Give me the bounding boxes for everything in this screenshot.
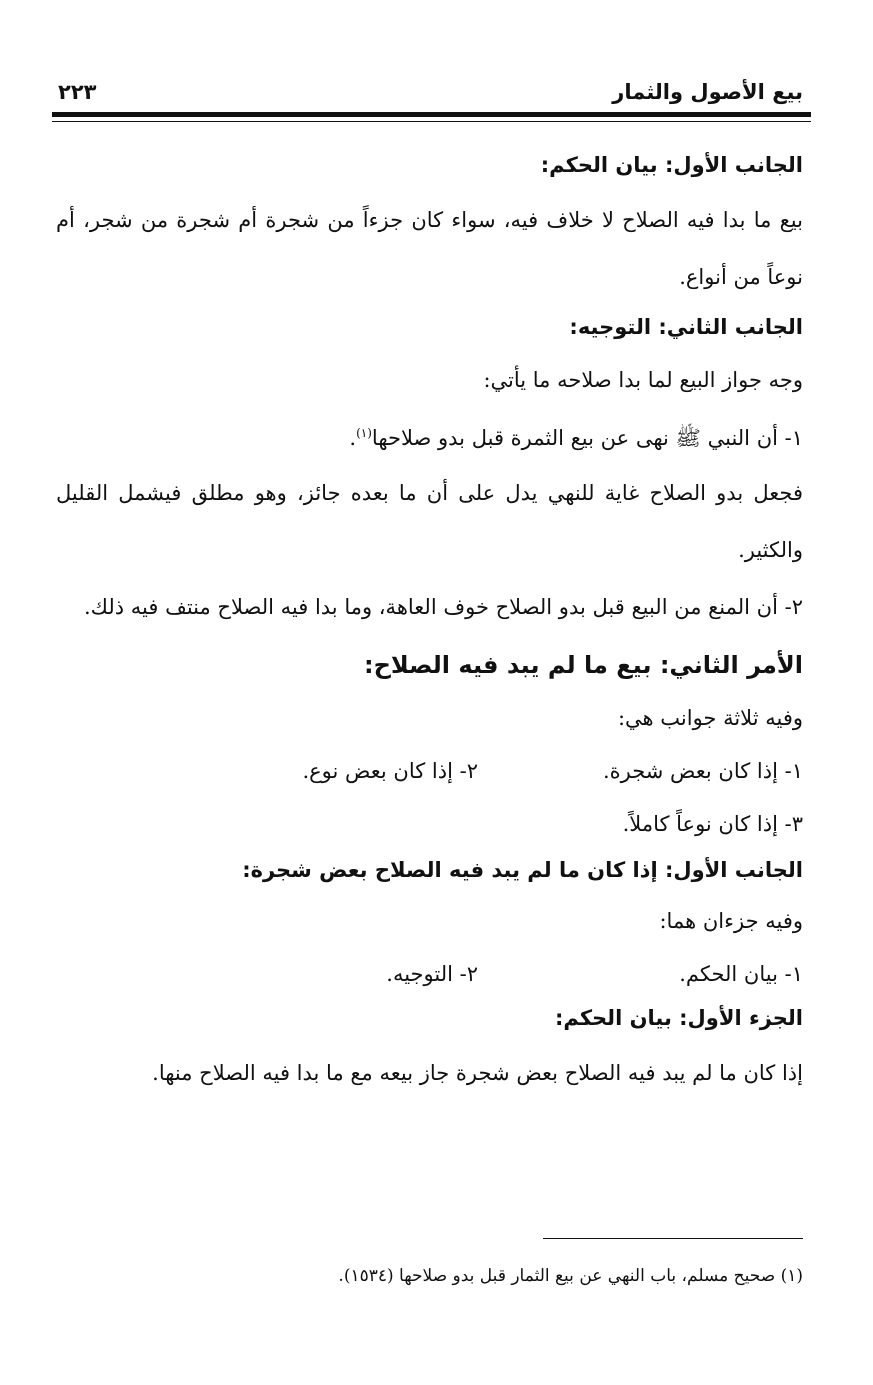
section-heading-ruling: الجانب الأول: بيان الحكم:	[540, 153, 803, 177]
aspects-list-row	[56, 745, 803, 798]
parts-list-row	[56, 948, 803, 1001]
first-reason-text: ١- أن النبي ﷺ نهى عن بيع الثمرة قبل بدو صلاحها	[371, 426, 803, 450]
paragraph-ruling: بيع ما بدا فيه الصلاح لا خلاف فيه، سواء كان جزءاً من شجرة أم شجرة من شجر، أم نوعاً من أنواع.	[56, 208, 803, 289]
part-item-1: ١- بيان الحكم.	[679, 962, 803, 986]
section-heading-part-of-tree: الجانب الأول: إذا كان ما لم يبد فيه الصلاح بعض شجرة:	[242, 858, 803, 882]
part-item-2: ٢- التوجيه.	[386, 962, 478, 986]
main-text	[56, 148, 803, 1100]
aspect-item-2: ٢- إذا كان بعض نوع.	[302, 759, 478, 783]
paragraph-three-aspects: وفيه ثلاثة جوانب هي:	[617, 706, 803, 730]
list-item-second-reason: ٢- أن المنع من البيع قبل بدو الصلاح خوف العاهة، وما بدا فيه الصلاح منتف فيه ذلك.	[83, 595, 803, 619]
page-number: ٢٢٣	[58, 80, 97, 104]
header-rule-thin	[52, 121, 811, 122]
running-header	[58, 62, 803, 104]
book-title: بيع الأصول والثمار	[612, 80, 803, 104]
paragraph-two-parts: وفيه جزءان هما:	[659, 909, 803, 933]
list-item-first-reason	[56, 407, 803, 465]
aspect-item-3: ٣- إذا كان نوعاً كاملاً.	[622, 812, 803, 836]
aspect-item-1: ١- إذا كان بعض شجرة.	[602, 759, 803, 783]
section-heading-second-matter: الأمر الثاني: بيع ما لم يبد فيه الصلاح:	[364, 651, 803, 679]
footnote-reference[interactable]: (١)	[356, 426, 372, 440]
header-rule-thick	[52, 112, 811, 117]
paragraph-justification-intro: وجه جواز البيع لما بدا صلاحه ما يأتي:	[483, 368, 803, 392]
paragraph-part-ruling: إذا كان ما لم يبد فيه الصلاح بعض شجرة جاز بيعه مع ما بدا فيه الصلاح منها.	[152, 1061, 803, 1085]
first-reason-end: .	[349, 426, 357, 450]
section-heading-justification: الجانب الثاني: التوجيه:	[569, 315, 803, 339]
footnote: (١) صحيح مسلم، باب النهي عن بيع الثمار قبل بدو صلاحها (١٥٣٤).	[338, 1266, 803, 1286]
paragraph-explanation: فجعل بدو الصلاح غاية للنهي يدل على أن ما بعده جائز، وهو مطلق فيشمل القليل والكثير.	[56, 481, 803, 562]
footnote-separator	[543, 1238, 803, 1239]
section-heading-first-part-ruling: الجزء الأول: بيان الحكم:	[554, 1006, 803, 1030]
